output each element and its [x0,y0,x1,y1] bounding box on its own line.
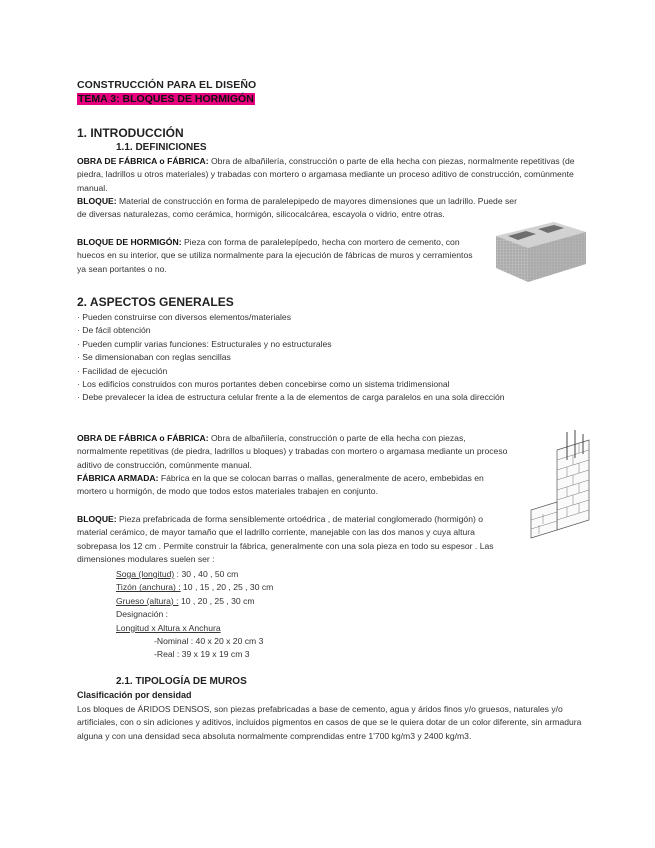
designacion-real: -Real : 39 x 19 x 19 cm 3 [154,649,250,660]
dimension-grueso [116,595,273,608]
dimension-label: Soga (longitud) [116,569,175,579]
list-item: · Pueden cumplir varias funciones: Estructurales y no estructurales [77,338,332,349]
subsection-tipologia-heading: 2.1. TIPOLOGÍA DE MUROS [116,676,247,687]
dimension-value: 10 , 20 , 25 , 30 cm [178,595,255,606]
classification-subheading: Clasificación por densidad [77,690,192,700]
topic-title: TEMA 3: BLOQUES DE HORMIGÓN [78,93,254,105]
section-introduccion-heading: 1. INTRODUCCIÓN [77,126,184,140]
concrete-block-image [492,214,590,284]
definition-text: Material de construcción en forma de paralelepipedo de mayores dimensiones que un ladrillo. Puede ser de diversas naturalezas, como cerámica, hormigón, silicocalcárea, escayola o vidrio, entre otras. [77,196,517,220]
dimension-value: 10 , 15 , 20 , 25 , 30 cm [180,582,274,593]
dimension-label: Grueso (altura) : [116,595,179,606]
definition-bloque-de-hormigon [77,236,477,276]
definition-obra-de-fabrica-2 [77,432,517,472]
course-title: CONSTRUCCIÓN PARA EL DISEÑO [77,79,257,91]
definition-bloque [77,195,517,222]
dimension-label: Tizón (anchura) : [116,582,181,593]
definition-text: Obra de albañilería, construcción o parte de ella hecha con piezas, normalmente repetitivas (de piedra, ladrillos u otros materiales) y trabadas con mortero o argamasa mediante un proceso aditivo de construcción, comúnmente manual. [77,156,575,193]
term-obra-de-fabrica: OBRA DE FÁBRICA o FÁBRICA: [77,433,209,443]
term-bloque-de-hormigon: BLOQUE DE HORMIGÓN: [77,237,182,247]
designacion-formula: Longitud x Altura x Anchura [116,622,221,633]
list-item: · Facilidad de ejecución [77,365,168,376]
list-item: · Debe prevalecer la idea de estructura celular frente a la de elementos de carga paralelos en una sola dirección [77,392,505,403]
term-obra-de-fabrica: OBRA DE FÁBRICA o FÁBRICA: [77,156,209,166]
term-bloque: BLOQUE: [77,514,117,524]
designacion-nominal: -Nominal : 40 x 20 x 20 cm 3 [154,636,264,647]
definition-bloque-2 [77,513,502,567]
aspects-list [77,311,582,405]
definition-text: Fábrica en la que se colocan barras o mallas, generalmente de acero, embebidas en mortero u hormigón, de modo que todos estos materiales trabajen en conjunto. [77,473,484,497]
list-item: · Los edificios construidos con muros portantes deben concebirse como un sistema tridimensional [77,379,450,390]
dimension-tizon [116,581,273,594]
definition-text: Pieza con forma de paralelepípedo, hecha con mortero de cemento, con huecos en su interior, que se utiliza normalmente para la ejecución de fábricas de muros y cerramientos ya sean portantes o no. [77,237,473,274]
aridos-densos-paragraph: Los bloques de ÁRIDOS DENSOS, son piezas prefabricadas a base de cemento, agua y áridos finos y/o gruesos, naturales y/o artificiales, con o sin adiciones y aditivos, incluidos pigmentos en casos de que se le quiera dotar de un color diferente, sin armadura alguna y con una densidad seca absoluta normalmente comprendidas entre 1'700 kg/m3 y 2400 kg/m3. [77,704,582,741]
definition-text: Obra de albañilería, construcción o parte de ella hecha con piezas, normalmente repetitivas (de piedra, ladrillos u bloques) y trabadas con mortero o argamasa mediante un proceso aditivo de construcción, comúnmente manual. [77,433,508,470]
section-aspectos-generales-heading: 2. ASPECTOS GENERALES [77,295,234,309]
list-item: · Pueden construirse con diversos elementos/materiales [77,312,291,322]
definition-fabrica-armada [77,472,507,499]
reinforced-wall-illustration [527,430,597,542]
modular-dimensions [116,568,273,662]
definition-obra-de-fabrica [77,155,582,195]
designacion-label: Designación : [116,609,169,620]
list-item: · Se dimensionaban con reglas sencillas [77,352,231,363]
definition-text: Pieza prefabricada de forma sensiblemente ortoédrica , de material conglomerado (hormigón) o material cerámico, de mayor tamaño que el ladrillo corriente, manejable con las dos manos y cuya altura sobrepasa los 12 cm . Permite construir la fábrica, generalmente con una sola pieza en todo su espesor . Las dimensiones modulares suelen ser : [77,514,494,565]
list-item: · De fácil obtención [77,325,151,336]
dimension-soga [116,568,273,581]
dimension-value: : 30 , 40 , 50 cm [174,569,239,579]
term-fabrica-armada: FÁBRICA ARMADA: [77,473,159,483]
subsection-definiciones-heading: 1.1. DEFINICIONES [116,142,207,153]
term-bloque: BLOQUE: [77,196,117,206]
